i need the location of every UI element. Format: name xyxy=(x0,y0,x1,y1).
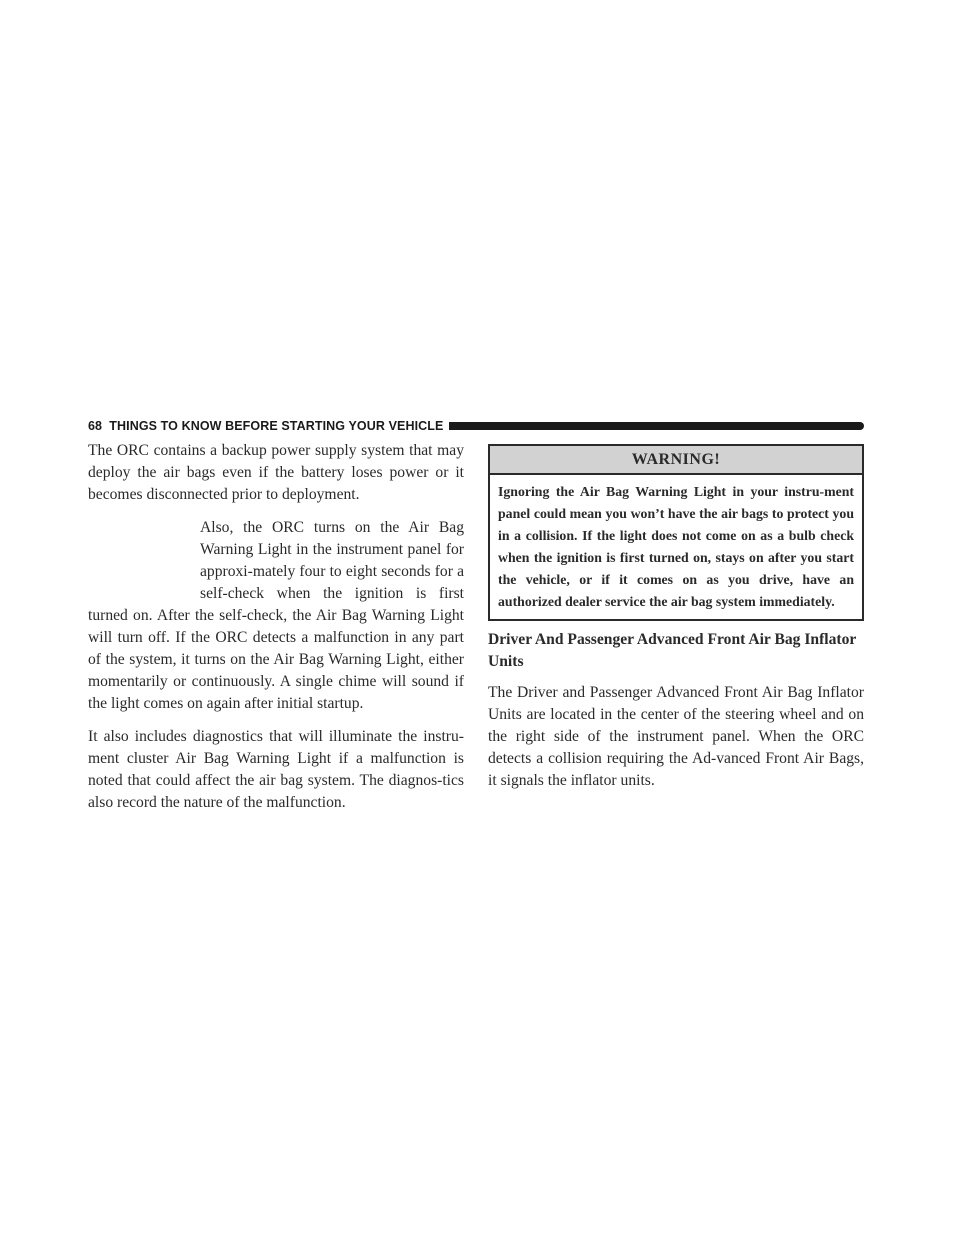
air-bag-warning-light-icon xyxy=(88,521,200,605)
chapter-title: THINGS TO KNOW BEFORE STARTING YOUR VEHICLE xyxy=(109,419,444,433)
page-number: 68 xyxy=(88,419,103,433)
header-rule xyxy=(449,422,864,430)
backup-power-paragraph: The ORC contains a backup power supply system that may deploy the air bags even if the battery loses power or it becomes disconnected prior to deployment. xyxy=(88,442,464,503)
warning-title: WARNING! xyxy=(490,446,862,475)
diagnostics-paragraph: It also includes diagnostics that will illuminate the instru-ment cluster Air Bag Warning Light if a malfunction is noted that could affect the air bag system. The diagnos-tics also record the nature of the malfunction. xyxy=(88,728,464,811)
left-column xyxy=(88,440,464,825)
right-column xyxy=(488,444,864,792)
warning-box xyxy=(488,444,864,621)
inflator-units-paragraph: The Driver and Passenger Advanced Front Air Bag Inflator Units are located in the center of the steering wheel and on the right side of the instrument panel. When the ORC detects a collision requiring the Ad-vanced Front Air Bags, it signals the inflator units. xyxy=(488,684,864,789)
page-header-text xyxy=(88,419,443,433)
page-header xyxy=(88,416,864,436)
warning-light-paragraph-text: Also, the ORC turns on the Air Bag Warning Light in the instrument panel for approxi-mately four to eight seconds for a self-check when the ignition is first turned on. After the self-check, the Air Bag Warning Light will turn off. If the ORC detects a malfunction in any part of the system, it turns on the Air Bag Warning Light, either momentarily or continuously. A single chime will sound if the light comes on again after initial startup. xyxy=(88,519,464,712)
warning-light-paragraph xyxy=(88,517,464,715)
warning-text: Ignoring the Air Bag Warning Light in your instru-ment panel could mean you won’t have the air bags to protect you in a collision. If the light does not come on as a bulb check when the ignition is first turned on, stays on after you start the vehicle, or if it comes on as you drive, have an authorized dealer service the air bag system immediately. xyxy=(498,484,854,609)
section-heading: Driver And Passenger Advanced Front Air Bag Inflator Units xyxy=(488,631,857,670)
